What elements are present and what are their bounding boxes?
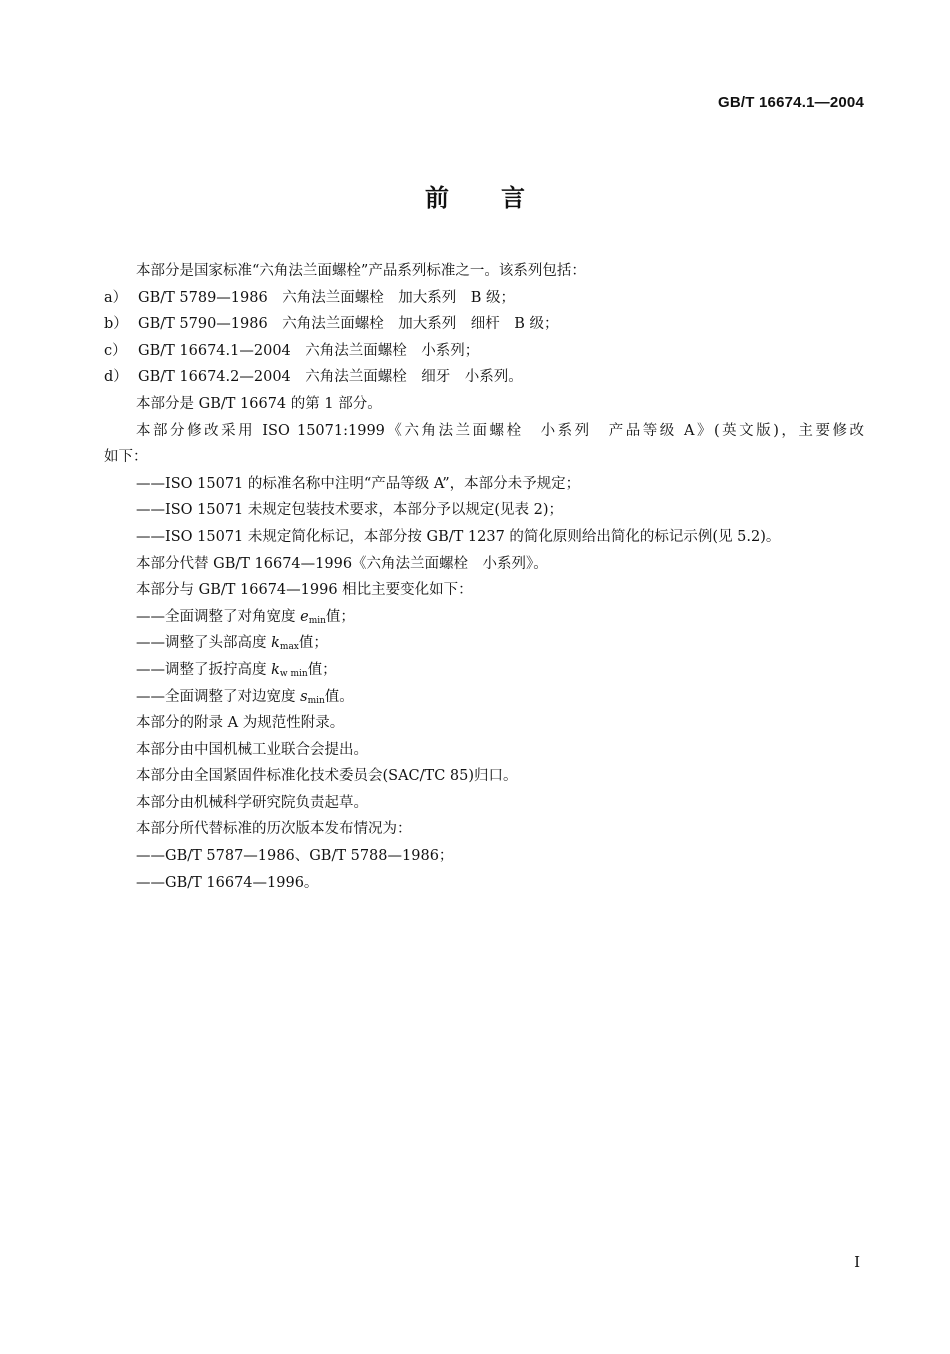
series-item-label: b） [104, 316, 128, 333]
change-suffix: 值； [307, 661, 337, 678]
page-number: I [854, 1253, 860, 1271]
change-subscript: min [307, 695, 325, 706]
change-item [104, 630, 864, 657]
series-item-label: a） [104, 289, 128, 306]
replaces-statement: 本部分代替 GB/T 16674—1996《六角法兰面螺栓 小系列》。 [136, 555, 548, 572]
change-suffix: 值； [325, 608, 355, 625]
series-item-text: GB/T 16674.1—2004 六角法兰面螺栓 小系列； [138, 342, 480, 359]
modification-item: ——ISO 15071 未规定简化标记，本部分按 GB/T 1237 的简化原则给出简化的标记示例(见 5.2)。 [136, 528, 781, 545]
history-intro: 本部分所代替标准的历次版本发布情况为： [136, 821, 412, 838]
series-item-label: c） [104, 342, 127, 359]
body-text [104, 258, 864, 896]
modification-item: ——ISO 15071 的标准名称中注明“产品等级 A”，本部分未予规定； [136, 475, 581, 492]
history-item: ——GB/T 16674—1996。 [136, 874, 319, 891]
history-item: ——GB/T 5787—1986、GB/T 5788—1986； [136, 848, 454, 865]
page-title: 前言 [425, 184, 577, 212]
intro-paragraph: 本部分是国家标准“六角法兰面螺栓”产品系列标准之一。该系列包括： [136, 263, 586, 279]
drafter-statement: 本部分由机械科学研究院负责起草。 [136, 794, 368, 811]
part-statement: 本部分是 GB/T 16674 的第 1 部分。 [136, 395, 382, 412]
change-symbol: k [271, 635, 280, 652]
change-suffix: 值； [298, 635, 328, 652]
proposer-statement: 本部分由中国机械工业联合会提出。 [136, 741, 368, 758]
change-item [104, 657, 864, 684]
change-symbol: s [300, 688, 308, 705]
modification-statement-line2: 如下： [104, 449, 148, 466]
change-subscript: min [308, 615, 326, 626]
modification-statement-line1: 本部分修改采用 ISO 15071:1999《六角法兰面螺栓 小系列 产品等级 A》(英文版)，主要修改 [136, 422, 864, 439]
standard-code: GB/T 16674.1—2004 [718, 94, 864, 111]
change-text: ——调整了扳拧高度 [136, 661, 272, 678]
change-item [104, 684, 864, 711]
change-suffix: 值。 [324, 688, 354, 705]
change-symbol: e [300, 608, 309, 625]
series-item-b [104, 311, 864, 338]
change-symbol: k [271, 661, 280, 678]
change-item [104, 604, 864, 631]
series-item-text: GB/T 16674.2—2004 六角法兰面螺栓 细牙 小系列。 [138, 369, 523, 386]
change-text: ——全面调整了对角宽度 [136, 608, 301, 625]
series-item-c [104, 338, 864, 365]
changes-intro: 本部分与 GB/T 16674—1996 相比主要变化如下： [136, 582, 473, 599]
series-item-a [104, 285, 864, 312]
series-item-text: GB/T 5790—1986 六角法兰面螺栓 加大系列 细杆 B 级； [138, 316, 559, 333]
change-text: ——全面调整了对边宽度 [136, 688, 301, 705]
change-text: ——调整了头部高度 [136, 635, 272, 652]
modification-item: ——ISO 15071 未规定包装技术要求，本部分予以规定(见表 2)； [136, 502, 564, 519]
series-item-label: d） [104, 369, 128, 386]
change-subscript: w min [279, 668, 308, 679]
change-subscript: max [279, 642, 299, 653]
committee-statement: 本部分由全国紧固件标准化技术委员会(SAC/TC 85)归口。 [136, 768, 518, 785]
series-item-d [104, 364, 864, 391]
series-item-text: GB/T 5789—1986 六角法兰面螺栓 加大系列 B 级； [138, 289, 515, 306]
annex-statement: 本部分的附录 A 为规范性附录。 [136, 715, 345, 732]
